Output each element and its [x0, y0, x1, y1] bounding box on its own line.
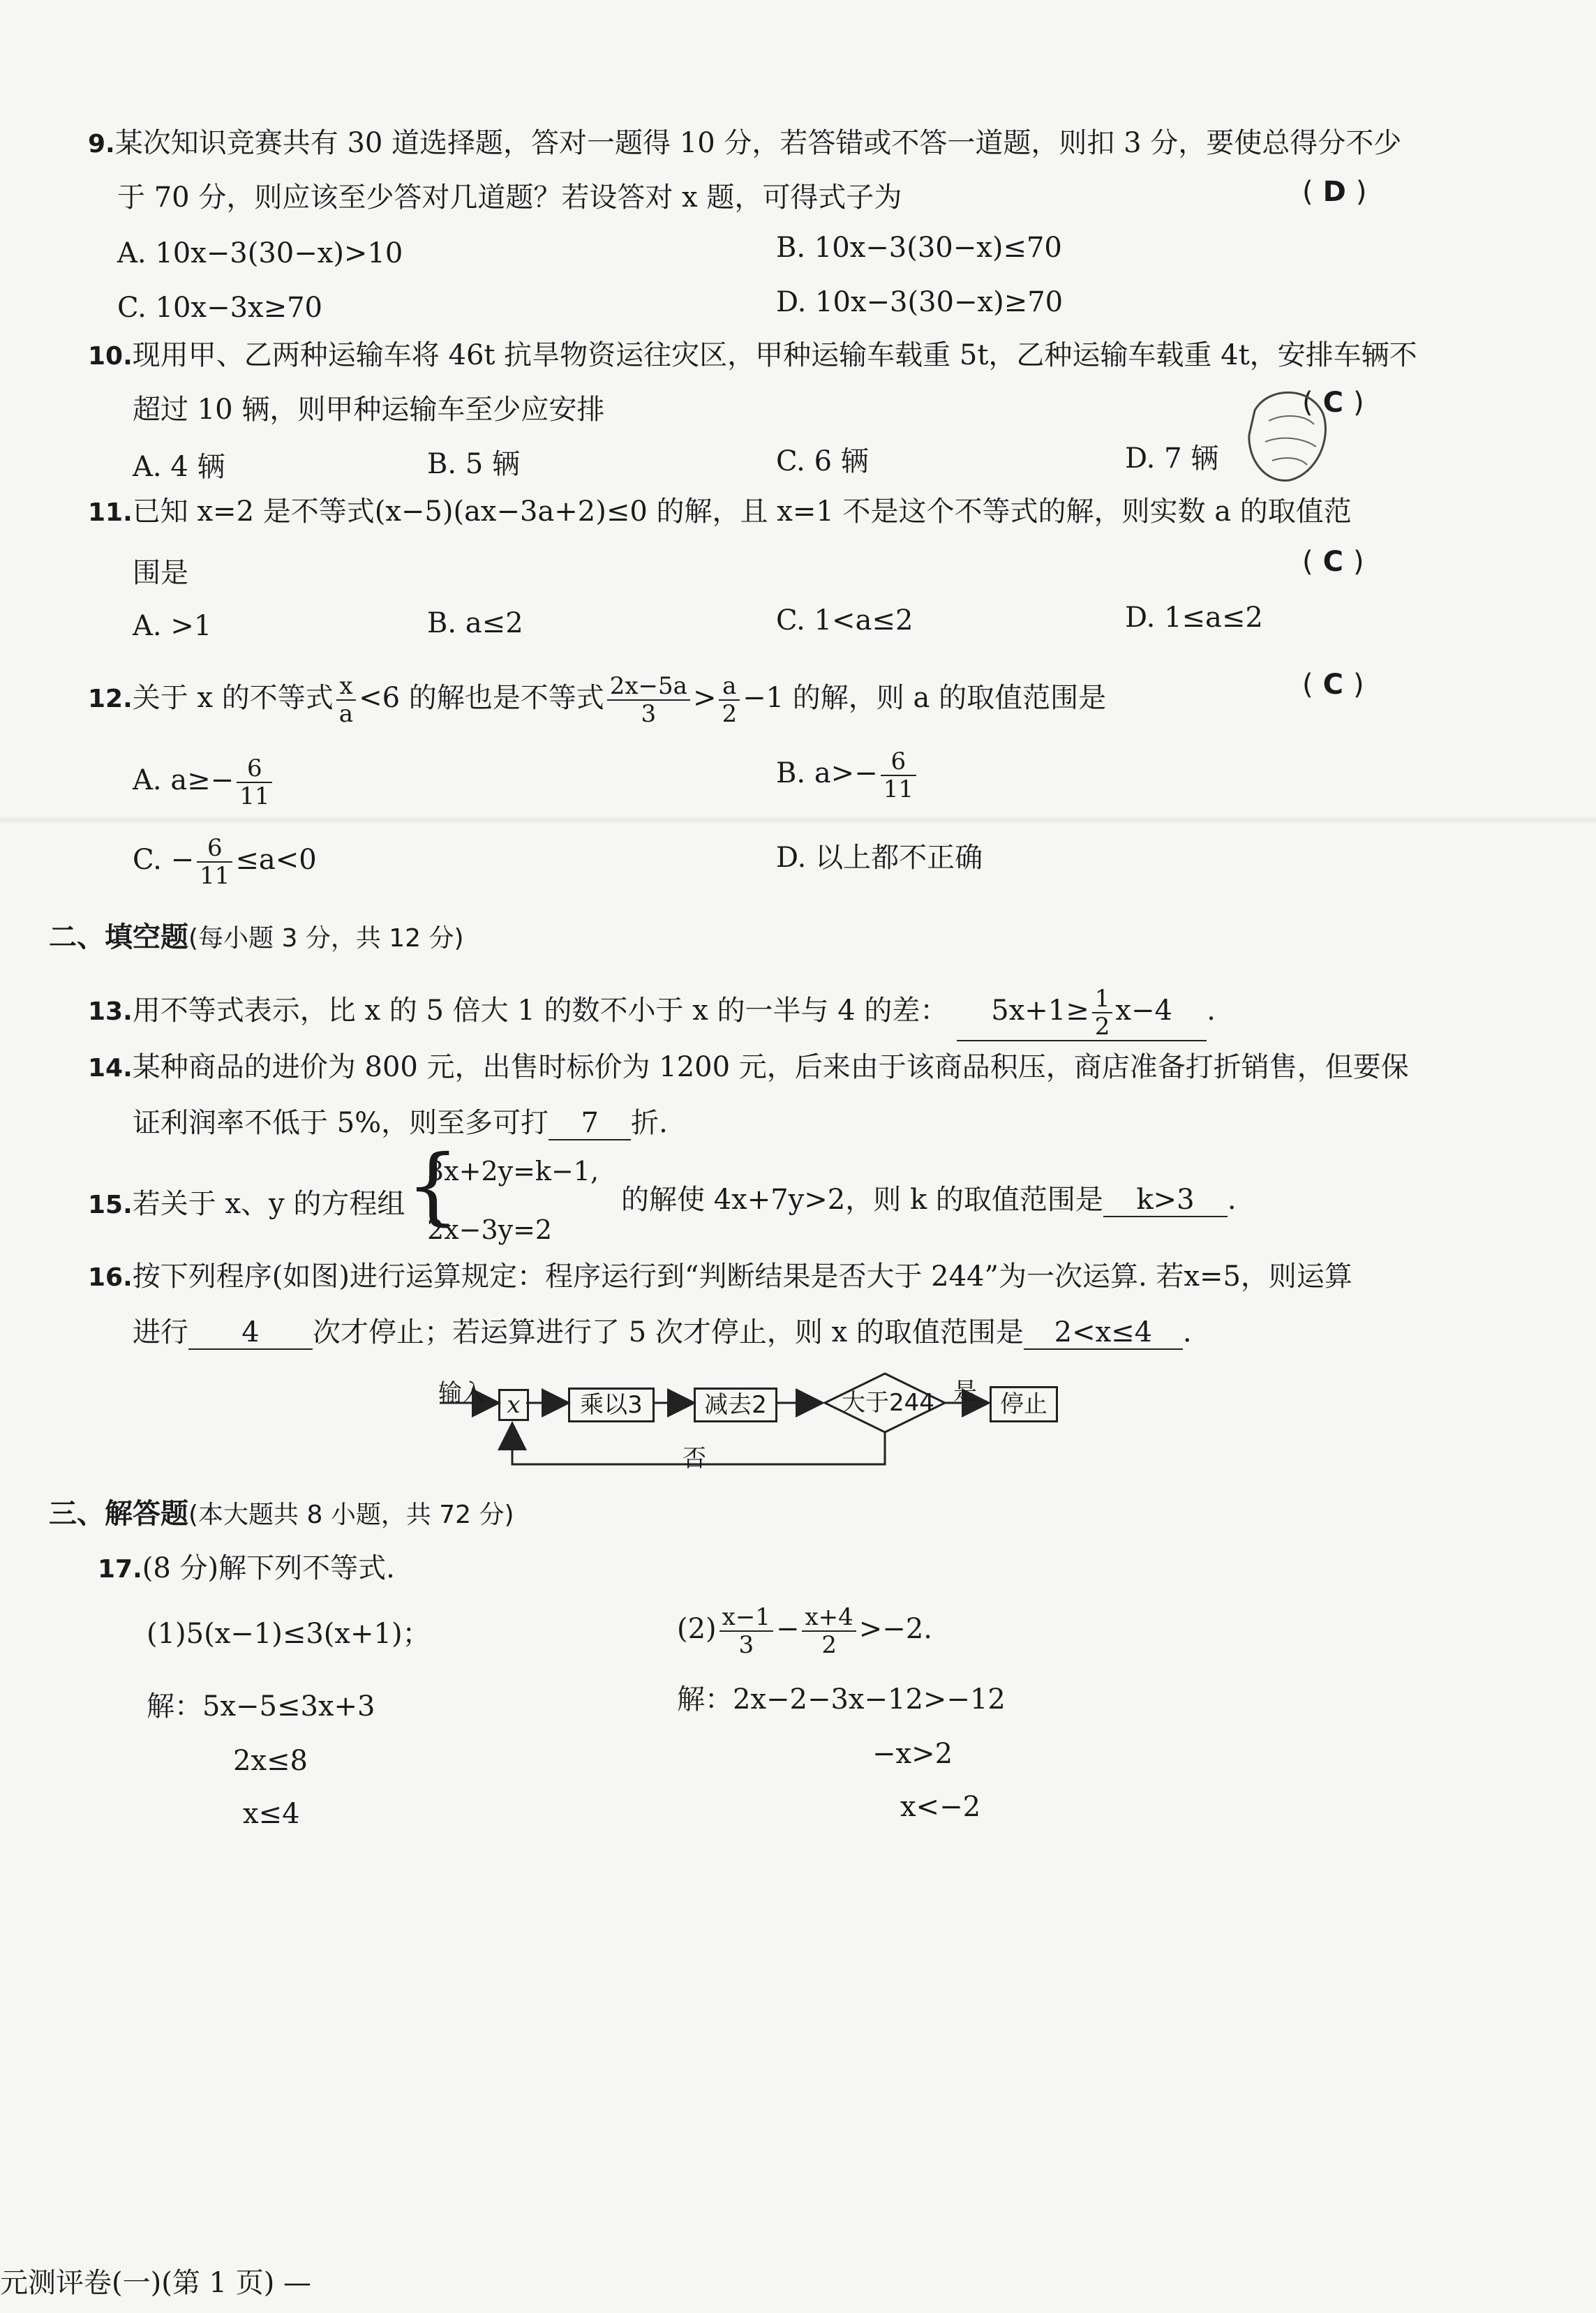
q11-option-c: C. 1<a≤2 [776, 604, 913, 637]
q9-answer: ( D ) [1302, 176, 1367, 208]
flow-stop-box: 停止 [990, 1386, 1058, 1422]
q17-part2: (2) $\frac{x-1}{3}$ − $\frac{x+4}{2}$ >−2. [677, 1603, 932, 1659]
q9-option-d: D. 10x−3(30−x)≥70 [776, 286, 1064, 318]
q11-answer: ( C ) [1302, 546, 1364, 578]
q12-option-d: D. 以上都不正确 [776, 842, 983, 874]
q16-line2: 进行 4 次才停止；若运算进行了 5 次才停止，则 x 的取值范围是 2<x≤4 . [133, 1316, 1192, 1348]
q9-line1: 9.某次知识竞赛共有 30 道选择题，答对一题得 10 分，若答错或不答一道题，则扣 3 分，要使总得分不少 [88, 127, 1402, 159]
q12-option-b: B. a>− $\frac{6}{11}$ [776, 745, 919, 803]
q17-part1: (1)5(x−1)≤3(x+1)； [147, 1618, 431, 1650]
q14-line2: 证利润率不低于 5%，则至多可打 7 折. [133, 1107, 668, 1139]
q15-eq2: 2x−3y=2 [427, 1214, 553, 1245]
q12-frac-a-over-2: $\frac{a}{2}$ [719, 673, 740, 727]
q14-answer-blank: 7 [549, 1107, 631, 1140]
flow-input-label: 输入 [438, 1379, 486, 1407]
flow-subtract-box: 减去2 [694, 1388, 777, 1422]
flowchart-lines [433, 1368, 1075, 1480]
q12-option-c: C. − $\frac{6}{11}$ ≤a<0 [133, 834, 317, 890]
section-3-title: 三、解答题(本大题共 8 小题，共 72 分) [49, 1498, 514, 1530]
q11-option-d: D. 1≤a≤2 [1125, 602, 1263, 634]
q10-line2: 超过 10 辆，则甲种运输车至少应安排 [133, 394, 605, 426]
q15-eq1: 3x+2y=k−1, [427, 1156, 599, 1187]
q12-answer: ( C ) [1302, 669, 1364, 701]
q12-option-a: A. a≥− $\frac{6}{11}$ [133, 752, 275, 810]
flow-multiply-box: 乘以3 [568, 1388, 655, 1422]
flow-no-label: 否 [683, 1445, 706, 1473]
q17-line: 17.(8 分)解下列不等式. [98, 1552, 395, 1584]
q14-line1: 14.某种商品的进价为 800 元，出售时标价为 1200 元，后来由于该商品积压，商店准备打折销售，但要保 [88, 1051, 1409, 1083]
q11-line2: 围是 [133, 557, 188, 589]
flow-yes-label: 是 [953, 1378, 977, 1406]
q10-answer: ( C ) [1302, 387, 1364, 419]
q10-option-b: B. 5 辆 [427, 448, 520, 480]
q17-s1-step1: 解：5x−5≤3x+3 [147, 1690, 375, 1723]
q13-line: 13.用不等式表示，比 x 的 5 倍大 1 的数不小于 x 的一半与 4 的差： 5x+1≥ $\frac{1}{2}$ x−4 . [88, 985, 1216, 1041]
q15-brace: { [406, 1138, 460, 1235]
q16-answer-blank-1: 4 [188, 1316, 313, 1350]
q16-line1: 16.按下列程序(如图)进行运算规定：程序运行到“判断结果是否大于 244”为一次运算. 若x=5，则运算 [88, 1260, 1352, 1293]
q12-frac-2x-5a-over-3: $\frac{2x-5a}{3}$ [607, 673, 690, 727]
stamp-seal-icon [1241, 382, 1332, 487]
q10-option-d: D. 7 辆 [1125, 442, 1219, 475]
q10-option-c: C. 6 辆 [776, 445, 869, 477]
flow-x-box: x [498, 1389, 529, 1421]
q15-answer-blank: k>3 [1103, 1184, 1228, 1217]
q9-option-c: C. 10x−3x≥70 [117, 292, 323, 324]
q17-s1-step3: x≤4 [243, 1798, 300, 1830]
q11-line1: 11.已知 x=2 是不等式(x−5)(ax−3a+2)≤0 的解，且 x=1 不是这个不等式的解，则实数 a 的取值范 [88, 496, 1352, 528]
q15-pre: 15.若关于 x、y 的方程组 [88, 1188, 405, 1220]
q10-option-a: A. 4 辆 [133, 451, 225, 483]
q11-option-a: A. >1 [133, 610, 212, 642]
q9-option-a: A. 10x−3(30−x)>10 [117, 237, 403, 269]
section-2-title: 二、填空题(每小题 3 分，共 12 分) [49, 921, 464, 953]
q9-option-b: B. 10x−3(30−x)≤70 [776, 232, 1062, 264]
q12-frac-x-over-a: $\frac{x}{a}$ [336, 673, 356, 727]
page-footer: 元测评卷(一)(第 1 页) — [0, 2267, 312, 2299]
q17-s2-step2: −x>2 [872, 1738, 953, 1770]
q15-mid: 的解使 4x+7y>2，则 k 的取值范围是 k>3 . [621, 1184, 1237, 1216]
q11-option-b: B. a≤2 [427, 607, 523, 639]
q16-answer-blank-2: 2<x≤4 [1024, 1316, 1183, 1350]
scan-artifact [0, 815, 1596, 825]
q9-line2: 于 70 分，则应该至少答对几道题？若设答对 x 题，可得式子为 [117, 181, 902, 214]
q17-s2-step1: 解：2x−2−3x−12>−12 [677, 1683, 1006, 1716]
q17-s1-step2: 2x≤8 [233, 1745, 308, 1777]
flow-condition-label: 大于244 [842, 1389, 934, 1417]
q17-s2-step3: x<−2 [900, 1791, 981, 1823]
q10-line1: 10.现用甲、乙两种运输车将 46t 抗旱物资运往灾区，甲种运输车载重 5t，乙种运输车载重 4t，安排车辆不 [88, 339, 1417, 371]
q13-answer-blank: 5x+1≥ $\frac{1}{2}$ x−4 [957, 986, 1207, 1041]
q12-line: 12.关于 x 的不等式 $\frac{x}{a}$ <6 的解也是不等式 $\frac{2x-5a}{3}$ > $\frac{a}{2}$ −1 的解，则 a 的取值范围是 [88, 672, 1107, 728]
